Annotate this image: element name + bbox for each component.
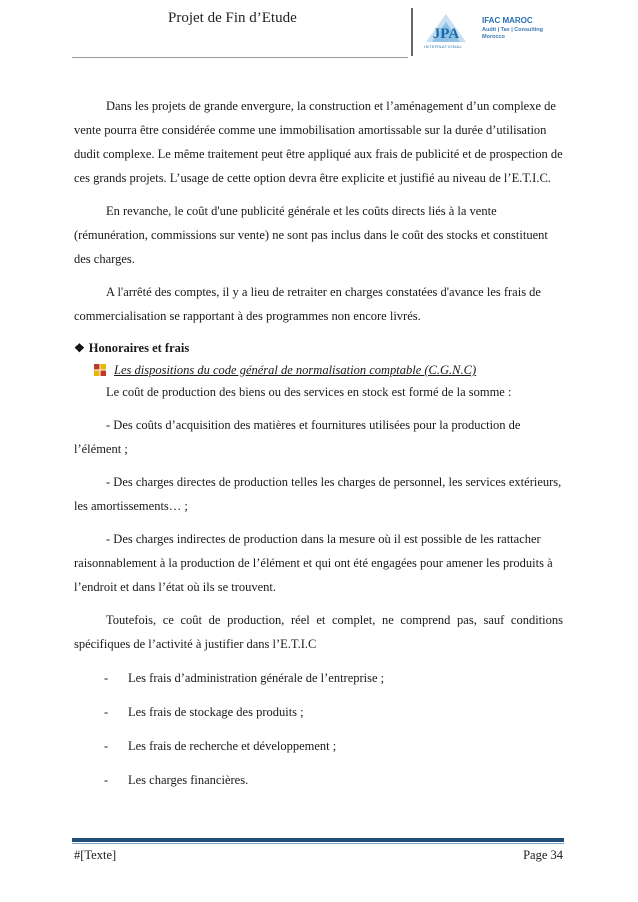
list-item-text: Les frais de recherche et développement ;	[128, 739, 337, 753]
list-item-text: Les frais de stockage des produits ;	[128, 705, 304, 719]
list-item	[104, 666, 563, 690]
list-dash: -	[104, 773, 109, 787]
paragraph-2: En revanche, le coût d'une publicité générale et les coûts directs liés à la vente (rémunération, commissions sur vente) ne sont pas inclus dans le coût des stocks et constituent des charges.	[74, 204, 548, 266]
list-item-text: Les frais d’administration générale de l’entreprise ;	[128, 671, 385, 685]
page-number: Page 34	[523, 848, 563, 862]
footer-text: #[Texte]	[74, 848, 117, 862]
subsection-title: Les dispositions du code général de normalisation comptable (C.G.N.C)	[114, 363, 477, 377]
brand-name: IFAC MAROC	[482, 16, 533, 25]
paragraph-5: - Des coûts d’acquisition des matières et fournitures utilisées pour la production de l’élément ;	[74, 418, 521, 456]
section-title: Honoraires et frais	[88, 341, 190, 355]
paragraph-1: Dans les projets de grande envergure, la construction et l’aménagement d’un complexe de vente pourra être considérée comme une immobilisation amortissable sur la durée d’utilisation dudit complexe. Le même traitement peut être appliqué aux frais de publicité et de prospection de ces grands projets. L’usage de cette option devra être explicite et justifié au niveau de l’E.T.I.C.	[74, 99, 563, 185]
list-dash: -	[104, 739, 109, 753]
brand-block	[482, 16, 543, 41]
jpa-logo-icon	[424, 12, 468, 46]
subsection-heading	[94, 360, 563, 380]
paragraph-3: A l'arrêté des comptes, il y a lieu de retraiter en charges constatées d'avance les frais de commercialisation se rapportant à des programmes non encore livrés.	[74, 285, 541, 323]
header-title: Projet de Fin d’Etude	[168, 10, 297, 26]
paragraph-7: - Des charges indirectes de production dans la mesure où il est possible de les rattacher raisonnablement à la production de l’élément et qui ont été engagées pour amener les produits à l’endroit et dans l’état où ils se trouvent.	[74, 532, 553, 594]
footer-rule-thin	[72, 843, 564, 844]
section-heading	[74, 336, 563, 360]
list-item-text: Les charges financières.	[128, 773, 249, 787]
paragraph-4: Le coût de production des biens ou des services en stock est formé de la somme :	[106, 385, 512, 399]
page-header	[0, 0, 638, 62]
square-bullet-icon	[94, 364, 106, 376]
paragraph-8: Toutefois, ce coût de production, réel et complet, ne comprend pas, sauf conditions spécifiques de l’activité à justifier dans l’E.T.I.C	[74, 613, 563, 651]
logo-subtitle: INTERNATIONAL	[424, 44, 463, 49]
header-separator	[411, 8, 413, 56]
list-item	[104, 734, 563, 758]
header-underline	[72, 57, 408, 58]
brand-location: Morocco	[482, 34, 505, 40]
list-item	[104, 768, 563, 792]
brand-tagline: Audit | Tax | Consulting	[482, 27, 544, 33]
page-content	[74, 94, 563, 792]
list-dash: -	[104, 705, 109, 719]
diamond-bullet-icon: ❖	[74, 341, 85, 355]
logo-text: JPA	[432, 26, 460, 42]
list-item	[104, 700, 563, 724]
footer-rule	[72, 838, 564, 842]
paragraph-6: - Des charges directes de production telles les charges de personnel, les services extérieurs, les amortissements… ;	[74, 475, 562, 513]
list-dash: -	[104, 671, 109, 685]
